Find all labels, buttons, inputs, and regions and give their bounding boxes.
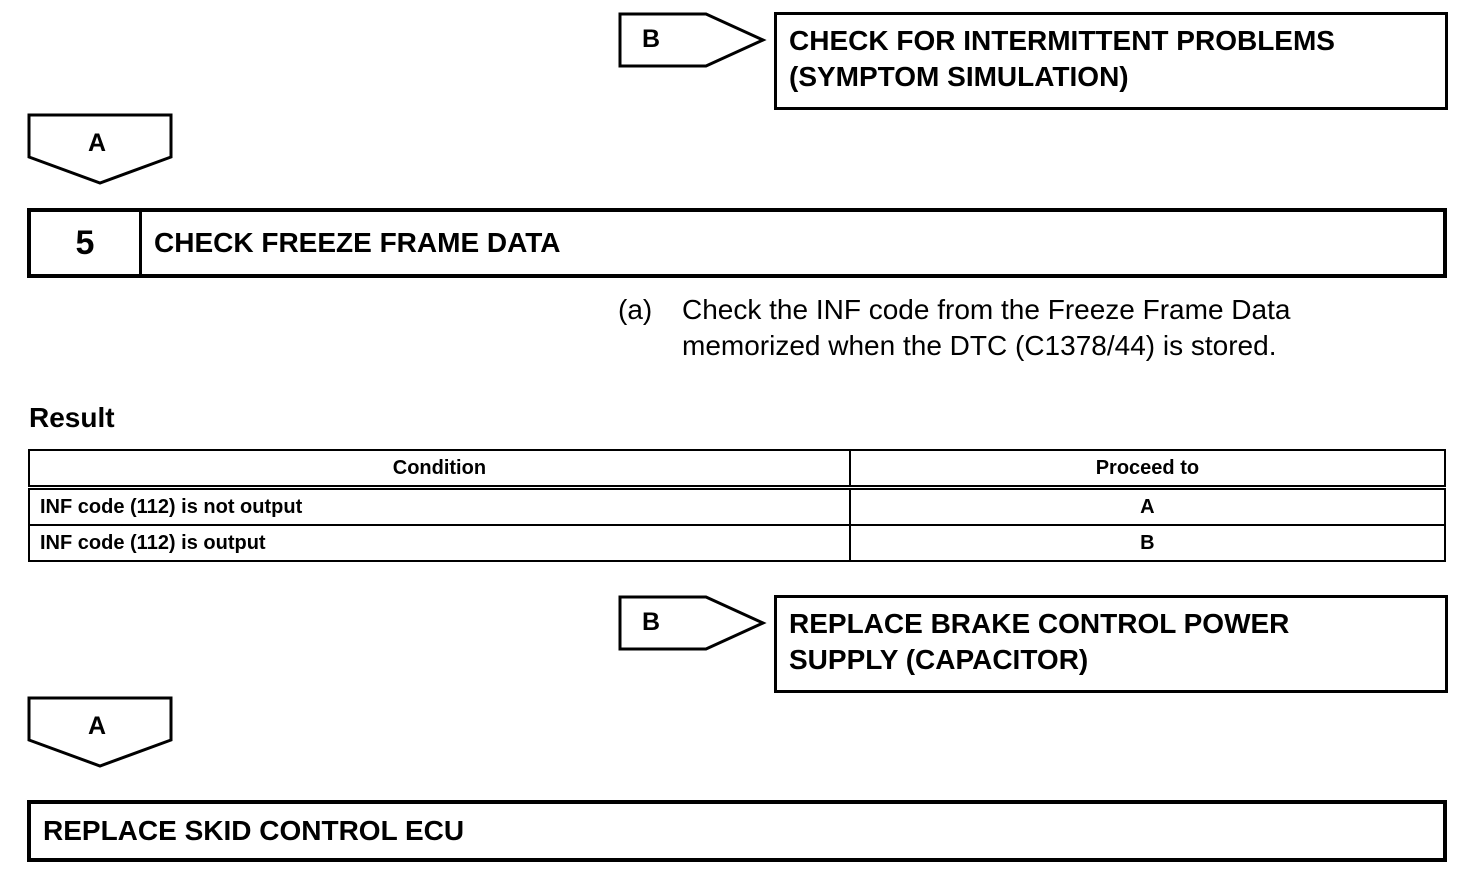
proceed-cell: A — [850, 488, 1445, 526]
continue-a-label-top: A — [88, 129, 107, 157]
branch-b-arrow-top — [618, 12, 768, 70]
table-header-row — [29, 450, 1445, 488]
intermittent-problems-line1: CHECK FOR INTERMITTENT PROBLEMS — [789, 25, 1335, 56]
step-number: 5 — [31, 212, 142, 274]
step-title: CHECK FREEZE FRAME DATA — [154, 227, 561, 258]
result-table — [28, 449, 1446, 562]
replace-skid-control-ecu-box: REPLACE SKID CONTROL ECU — [27, 800, 1447, 862]
continue-a-label-bottom: A — [88, 712, 107, 740]
instruction-label: (a) — [618, 294, 653, 325]
branch-b-arrow-bottom — [618, 595, 768, 653]
branch-b-label-top: B — [642, 25, 661, 53]
replace-capacitor-line1: REPLACE BRAKE CONTROL POWER — [789, 608, 1290, 639]
intermittent-problems-box — [774, 12, 1448, 110]
intermittent-problems-line2: (SYMPTOM SIMULATION) — [789, 61, 1129, 92]
replace-capacitor-line2: SUPPLY (CAPACITOR) — [789, 644, 1089, 675]
table-row — [29, 488, 1445, 526]
branch-b-label-bottom: B — [642, 608, 661, 636]
instruction-text — [682, 292, 1442, 364]
replace-capacitor-box — [774, 595, 1448, 693]
condition-cell: INF code (112) is not output — [29, 488, 850, 526]
column-header-proceed: Proceed to — [850, 450, 1445, 488]
condition-cell: INF code (112) is output — [29, 525, 850, 561]
step-5-header — [27, 208, 1447, 278]
column-header-condition: Condition — [29, 450, 850, 488]
instruction-line2: memorized when the DTC (C1378/44) is stored. — [682, 330, 1277, 361]
instruction-line1: Check the INF code from the Freeze Frame Data — [682, 294, 1291, 325]
proceed-cell: B — [850, 525, 1445, 561]
table-row — [29, 525, 1445, 561]
result-heading: Result — [29, 402, 115, 433]
